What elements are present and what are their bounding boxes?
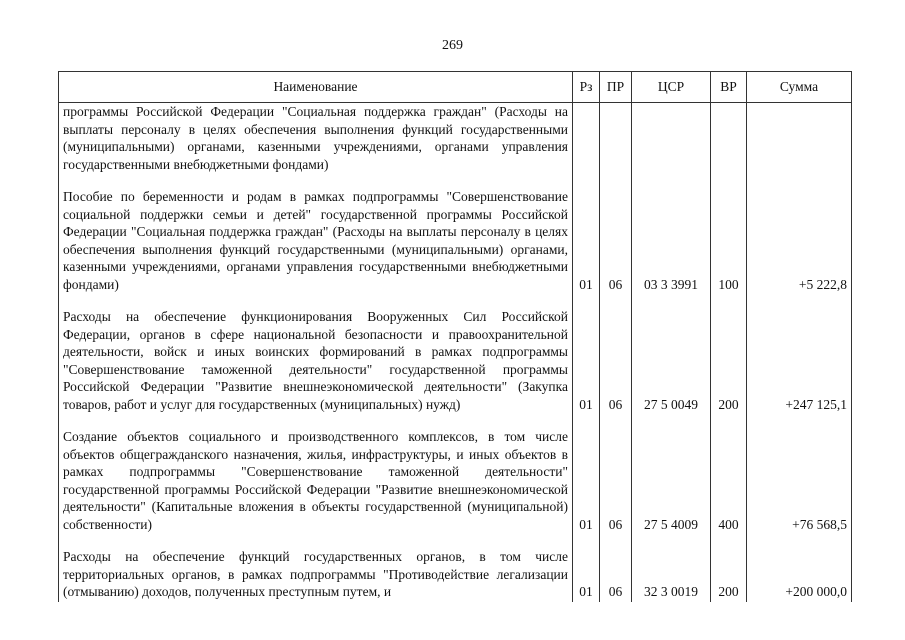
row-vr: 200	[711, 308, 747, 414]
row-sum: +5 222,8	[747, 188, 852, 294]
row-rz: 01	[573, 548, 600, 602]
row-pr	[600, 103, 632, 175]
row-csr: 32 3 0019	[632, 548, 711, 602]
table-row	[59, 188, 852, 294]
row-name: Расходы на обеспечение функций государственных органов, в том числе территориальных органов, в рамках подпрограммы "Противодействие легализации (отмыванию) доходов, полученных преступным путем, и	[59, 548, 573, 602]
table-row	[59, 548, 852, 602]
row-rz: 01	[573, 308, 600, 414]
header-sum: Сумма	[747, 72, 852, 103]
row-vr: 200	[711, 548, 747, 602]
page-number: 269	[442, 38, 463, 53]
row-name: Пособие по беременности и родам в рамках подпрограммы "Совершенствование социальной поддержки семьи и детей" государственной программы Российской Федерации "Социальная поддержка граждан" (Расходы на выплаты персоналу в целях обеспечения выполнения функций государственными (муниципальными) органами, казенными учреждениями, органами управления государственными внебюджетными фондами)	[59, 188, 573, 294]
header-vr: ВР	[711, 72, 747, 103]
table-header-row	[59, 72, 852, 103]
row-spacer	[59, 294, 852, 308]
row-spacer	[59, 174, 852, 188]
row-pr: 06	[600, 548, 632, 602]
row-spacer	[59, 414, 852, 428]
table-row	[59, 103, 852, 175]
budget-table	[58, 71, 852, 602]
row-sum: +200 000,0	[747, 548, 852, 602]
header-name: Наименование	[59, 72, 573, 103]
row-name: Создание объектов социального и производственного комплексов, в том числе объектов общегражданского назначения, жилья, инфраструктуры, и иных объектов в рамках подпрограммы "Совершенствование таможенной деятельности" государственной программы Российской Федерации "Развитие внешнеэкономической деятельности" (Капитальные вложения в объекты государственной (муниципальной) собственности)	[59, 428, 573, 534]
header-csr: ЦСР	[632, 72, 711, 103]
row-rz: 01	[573, 188, 600, 294]
table-row	[59, 428, 852, 534]
row-name: программы Российской Федерации "Социальная поддержка граждан" (Расходы на выплаты персоналу в целях обеспечения выполнения функций государственными (муниципальными) органами, казенными учреждениями, органами управления государственными внебюджетными фондами)	[59, 103, 573, 175]
row-vr: 100	[711, 188, 747, 294]
header-pr: ПР	[600, 72, 632, 103]
row-csr: 27 5 4009	[632, 428, 711, 534]
row-sum: +247 125,1	[747, 308, 852, 414]
row-csr: 03 3 3991	[632, 188, 711, 294]
row-pr: 06	[600, 308, 632, 414]
row-pr: 06	[600, 188, 632, 294]
row-pr: 06	[600, 428, 632, 534]
row-rz: 01	[573, 428, 600, 534]
row-csr	[632, 103, 711, 175]
row-vr: 400	[711, 428, 747, 534]
row-vr	[711, 103, 747, 175]
table-row	[59, 308, 852, 414]
row-sum	[747, 103, 852, 175]
header-rz: Рз	[573, 72, 600, 103]
row-name: Расходы на обеспечение функционирования Вооруженных Сил Российской Федерации, органов в сфере национальной безопасности и правоохранительной деятельности, войск и иных воинских формирований в рамках подпрограммы "Совершенствование таможенной деятельности" государственной программы Российской Федерации "Развитие внешнеэкономической деятельности" (Закупка товаров, работ и услуг для государственных (муниципальных) нужд)	[59, 308, 573, 414]
row-spacer	[59, 534, 852, 548]
row-rz	[573, 103, 600, 175]
row-csr: 27 5 0049	[632, 308, 711, 414]
row-sum: +76 568,5	[747, 428, 852, 534]
